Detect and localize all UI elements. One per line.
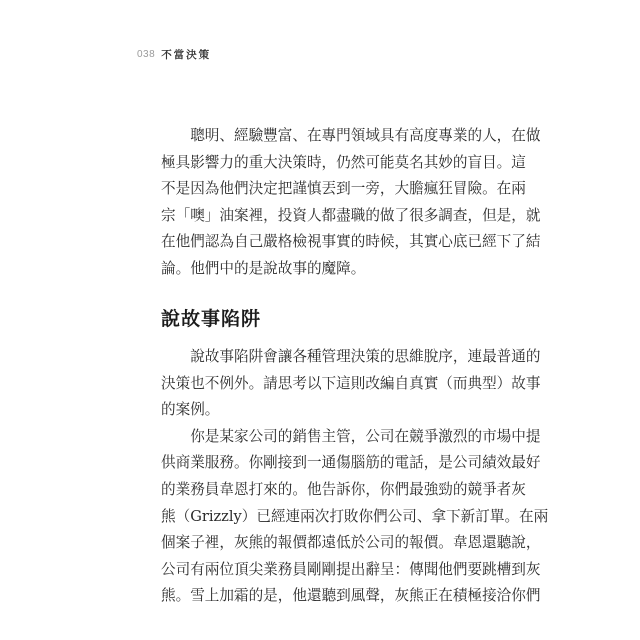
text-line: 供商業服務。你剛接到一通傷腦筋的電話，是公司績效最好 <box>161 454 541 472</box>
text-line: 個案子裡，灰熊的報價都遠低於公司的報價。韋恩還聽說， <box>161 534 541 552</box>
text-line: 的業務員韋恩打來的。他告訴你，你們最強勁的競爭者灰 <box>161 480 526 498</box>
text-line: 論。他們中的是說故事的魔障。 <box>161 259 366 277</box>
running-header <box>137 46 211 62</box>
text-line: 熊（Grizzly）已經連兩次打敗你們公司、拿下新訂單。在兩 <box>161 507 549 525</box>
paragraph <box>161 424 549 610</box>
text-line: 不是因為他們決定把謹慎丟到一旁，大膽瘋狂冒險。在兩 <box>161 180 526 198</box>
page-number: 038 <box>137 48 156 60</box>
text-line: 說故事陷阱會讓各種管理決策的思維脫序，連最普通的 <box>161 348 541 365</box>
text-line: 極具影響力的重大決策時，仍然可能莫名其妙的盲目。這 <box>161 153 526 171</box>
text-line: 熊。雪上加霜的是，他還聽到風聲，灰熊正在積極接洽你們 <box>161 587 541 605</box>
text-line: 宗「噢」油案裡，投資人都盡職的做了很多調查，但是，就 <box>161 206 541 224</box>
running-title: 不當決策 <box>161 48 212 61</box>
text-line: 決策也不例外。請思考以下這則改編自真實（而典型）故事 <box>161 374 541 392</box>
section-body <box>161 344 549 610</box>
text-line: 聰明、經驗豐富、在專門領域具有高度專業的人，在做 <box>161 127 541 144</box>
text-line: 在他們認為自己嚴格檢視事實的時候，其實心底已經下了結 <box>161 233 541 251</box>
section-heading: 說故事陷阱 <box>161 308 262 330</box>
text-line: 公司有兩位頂尖業務員剛剛提出辭呈：傳聞他們要跳槽到灰 <box>161 560 541 578</box>
paragraph <box>161 123 541 283</box>
text-line: 你是某家公司的銷售主管，公司在競爭激烈的市場中提 <box>161 427 541 445</box>
paragraph <box>161 344 541 424</box>
text-line: 的案例。 <box>161 401 220 419</box>
intro-paragraph <box>161 123 541 283</box>
